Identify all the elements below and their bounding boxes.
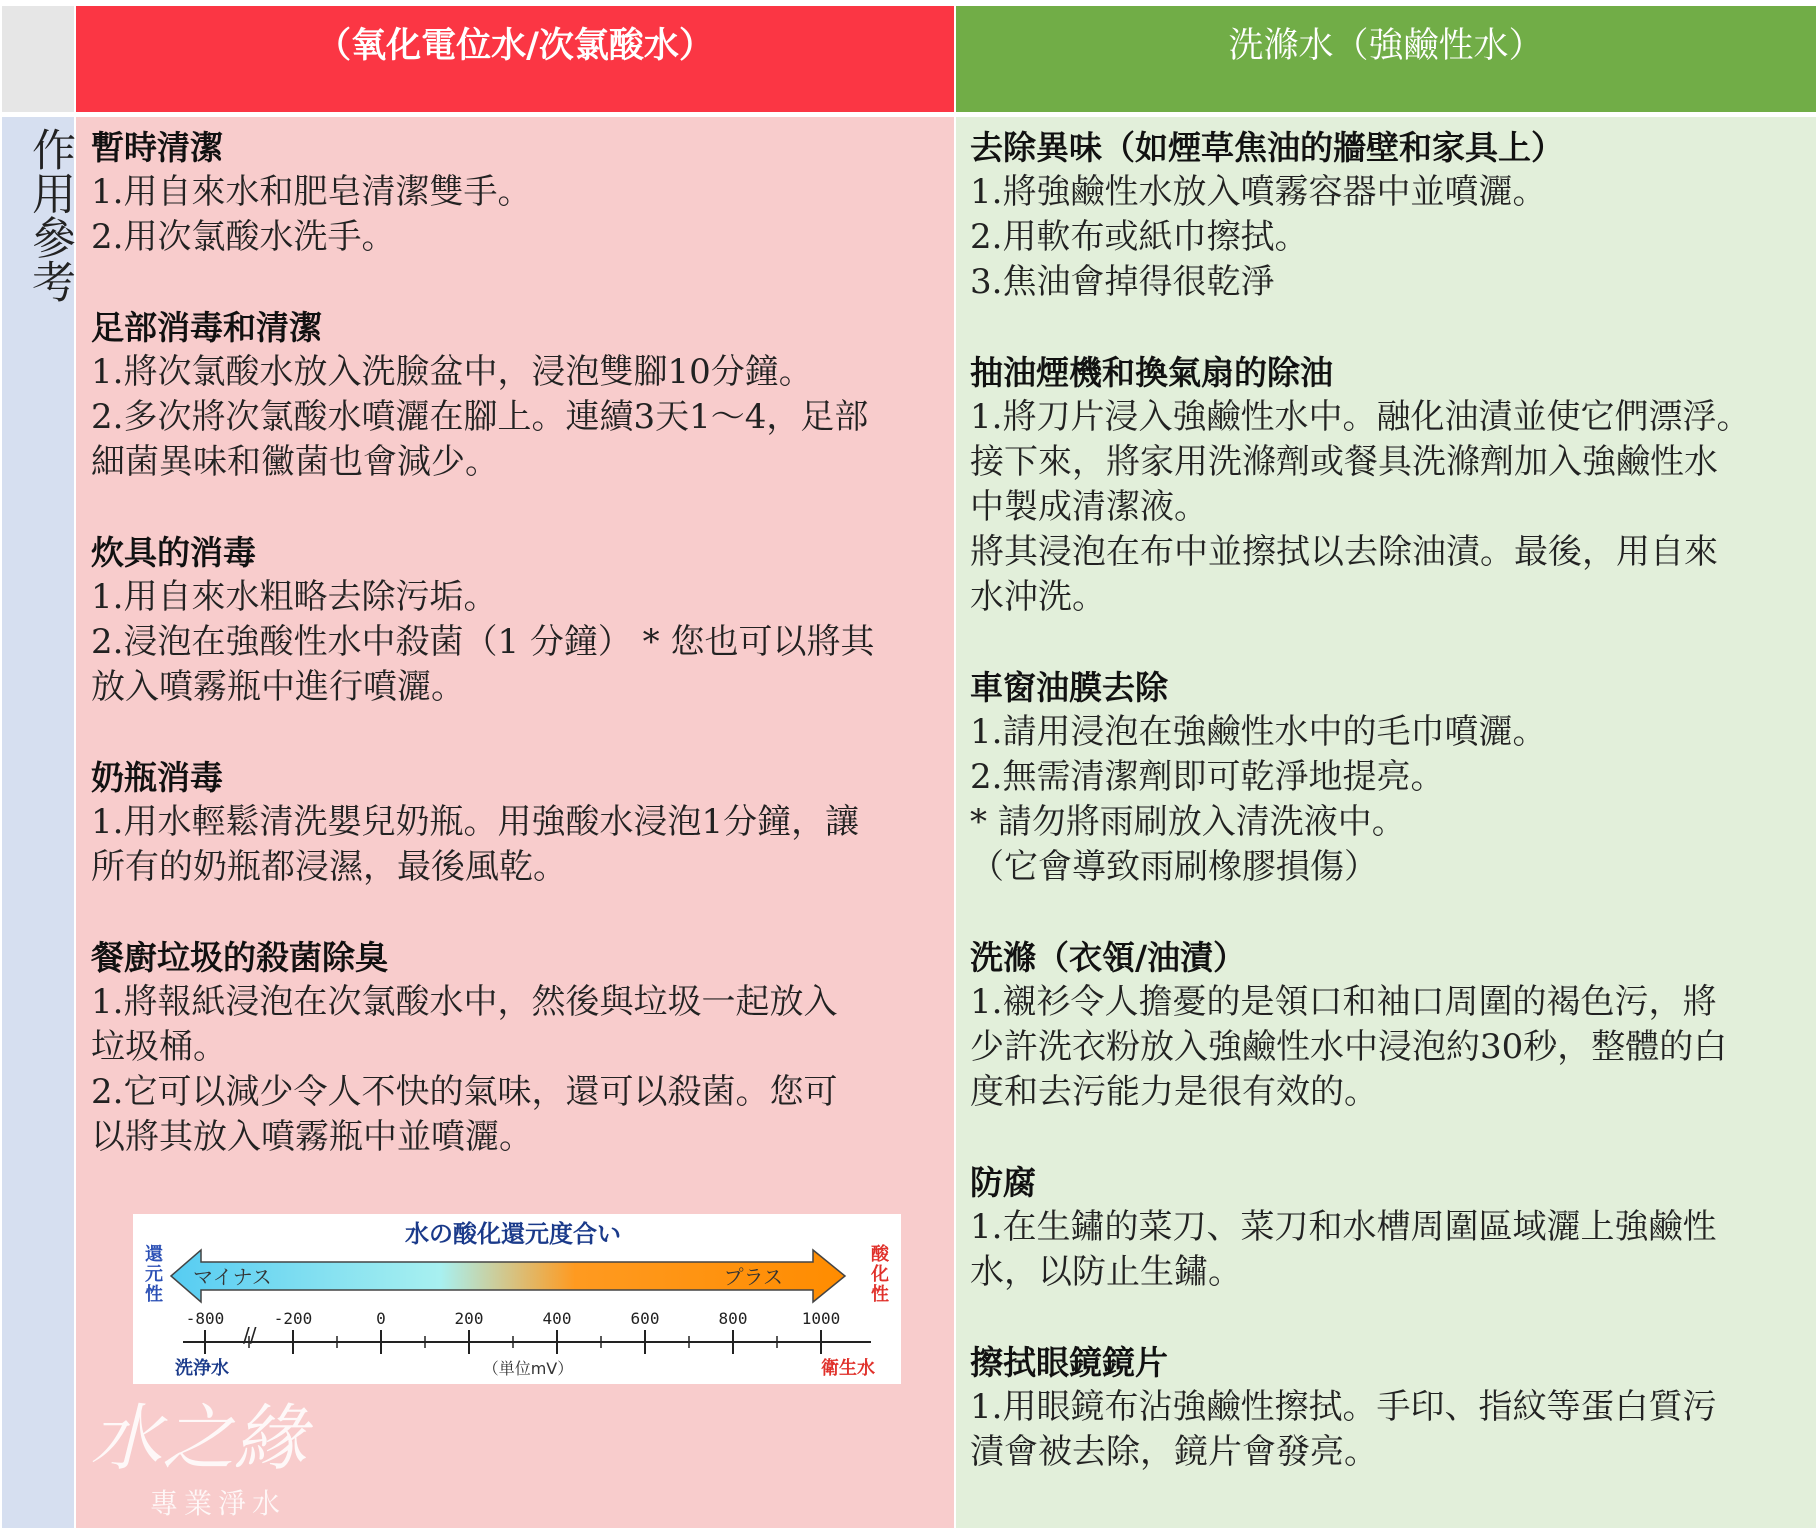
use-section-line: * 請勿將雨刷放入清洗液中。 xyxy=(970,802,1406,842)
use-section-line: 細菌異味和黴菌也會減少。 xyxy=(91,442,499,482)
use-section-title: 暫時清潔 xyxy=(91,128,223,167)
use-section-line: 3.焦油會掉得很乾淨 xyxy=(970,262,1275,302)
use-section-line: 水，以防止生鏽。 xyxy=(970,1252,1242,1292)
use-section-line: 漬會被去除，鏡片會發亮。 xyxy=(970,1432,1378,1472)
alkaline-water-uses-column xyxy=(956,117,1816,1528)
use-section xyxy=(970,665,1816,890)
use-section-line: 1.將強鹼性水放入噴霧容器中並噴灑。 xyxy=(970,172,1547,212)
orp-scale-title: 水の酸化還元度合い xyxy=(405,1220,621,1248)
use-section-line: 所有的奶瓶都浸濕，最後風乾。 xyxy=(91,847,567,887)
use-section-line: 1.用自來水和肥皂清潔雙手。 xyxy=(91,172,532,212)
scale-tick-label: 600 xyxy=(630,1309,660,1328)
reducing-label-char: 性 xyxy=(145,1284,163,1305)
axis-break-icon: // xyxy=(243,1323,257,1347)
use-section-line: 1.請用浸泡在強鹼性水中的毛巾噴灑。 xyxy=(970,712,1547,752)
oxidizing-label xyxy=(870,1243,895,1305)
side-label: 作用參考 xyxy=(24,127,75,303)
scale-tick-label: 400 xyxy=(542,1309,572,1328)
use-section-line: 1.用自來水粗略去除污垢。 xyxy=(91,577,498,617)
orp-scale-chart xyxy=(133,1214,901,1384)
use-section-line: 2.多次將次氯酸水噴灑在腳上。連續3天1～4，足部 xyxy=(91,397,869,437)
oxidizing-label-char: 酸 xyxy=(871,1244,889,1265)
use-section xyxy=(970,1340,1816,1475)
use-section-line: 2.無需清潔劑即可乾淨地提亮。 xyxy=(970,757,1445,797)
use-section-line: 中製成清潔液。 xyxy=(970,487,1208,527)
scale-tick-label: -200 xyxy=(273,1309,313,1328)
use-section xyxy=(970,350,1816,620)
use-section-line: 1.將報紙浸泡在次氯酸水中，然後與垃圾一起放入 xyxy=(91,982,838,1022)
use-section-title: 擦拭眼鏡鏡片 xyxy=(970,1343,1168,1382)
reducing-label-char: 元 xyxy=(145,1264,163,1285)
use-section-title: 洗滌（衣領/油漬） xyxy=(970,938,1247,977)
table-corner-cell xyxy=(2,6,74,112)
watermark-logo-text: 水之緣 xyxy=(90,1396,307,1480)
use-section xyxy=(91,755,954,890)
plus-label: プラス xyxy=(723,1265,783,1289)
header-alkaline-water-title: 洗滌水（強鹼性水） xyxy=(1228,26,1544,66)
scale-tick-label: -800 xyxy=(185,1309,225,1328)
use-section xyxy=(970,125,1816,305)
orp-scale-graphic xyxy=(133,1214,901,1384)
use-section-line: 2.浸泡在強酸性水中殺菌（1 分鐘） * 您也可以將其 xyxy=(91,622,875,662)
sanitary-water-label: 衛生水 xyxy=(821,1358,875,1379)
use-section-line: 2.用次氯酸水洗手。 xyxy=(91,217,396,257)
scale-tick-label: 0 xyxy=(376,1309,386,1328)
use-section-line: 放入噴霧瓶中進行噴灑。 xyxy=(91,667,465,707)
use-section-title: 車窗油膜去除 xyxy=(970,668,1168,707)
use-section-line: 接下來，將家用洗滌劑或餐具洗滌劑加入強鹼性水 xyxy=(970,442,1718,482)
use-section-title: 足部消毒和清潔 xyxy=(91,308,322,347)
watermark-sub-text: 專業淨水 xyxy=(150,1487,287,1520)
watermark-graphic xyxy=(90,1385,380,1525)
use-section-title: 炊具的消毒 xyxy=(91,533,256,572)
oxidizing-label-char: 性 xyxy=(871,1284,889,1305)
reducing-label-char: 還 xyxy=(145,1244,163,1265)
use-section-line: 少許洗衣粉放入強鹼性水中浸泡約30秒，整體的白 xyxy=(970,1027,1728,1067)
oxidizing-label-char: 化 xyxy=(871,1264,889,1285)
watermark-logo xyxy=(90,1385,380,1525)
use-section-line: 垃圾桶。 xyxy=(91,1027,227,1067)
use-section-line: 1.用水輕鬆清洗嬰兒奶瓶。用強酸水浸泡1分鐘，讓 xyxy=(91,802,860,842)
use-section-title: 去除異味（如煙草焦油的牆壁和家具上） xyxy=(970,128,1564,167)
reducing-label xyxy=(145,1244,169,1305)
use-section-line: 1.將刀片浸入強鹼性水中。融化油漬並使它們漂浮。 xyxy=(970,397,1751,437)
header-acidic-water-title: （氧化電位水/次氯酸水） xyxy=(316,26,714,66)
minus-label: マイナス xyxy=(193,1265,272,1289)
unit-label: （単位mV） xyxy=(482,1359,574,1378)
header-acidic-water xyxy=(76,6,954,112)
use-section-title: 餐廚垃圾的殺菌除臭 xyxy=(91,938,388,977)
use-section-line: 度和去污能力是很有效的。 xyxy=(970,1072,1378,1112)
scale-ticks xyxy=(186,1309,841,1354)
use-section xyxy=(970,1160,1816,1295)
use-section xyxy=(91,935,954,1160)
use-section-title: 奶瓶消毒 xyxy=(91,758,223,797)
use-section-line: 1.將次氯酸水放入洗臉盆中，浸泡雙腳10分鐘。 xyxy=(91,352,813,392)
scale-tick-label: 1000 xyxy=(801,1309,841,1328)
use-section-line: 水沖洗。 xyxy=(970,577,1106,617)
use-section-line: 2.用軟布或紙巾擦拭。 xyxy=(970,217,1309,257)
use-section xyxy=(91,305,954,485)
side-label-cell xyxy=(2,117,74,1528)
header-alkaline-water xyxy=(956,6,1816,112)
use-section xyxy=(970,935,1816,1115)
use-section xyxy=(91,125,954,260)
scale-tick-label: 200 xyxy=(454,1309,484,1328)
use-section xyxy=(91,530,954,710)
use-section-title: 抽油煙機和換氣扇的除油 xyxy=(970,353,1333,392)
use-section-line: 以將其放入噴霧瓶中並噴灑。 xyxy=(91,1117,533,1157)
cleaning-water-label: 洗浄水 xyxy=(175,1358,229,1379)
use-section-line: 將其浸泡在布中並擦拭以去除油漬。最後，用自來 xyxy=(970,532,1718,572)
use-section-line: 1.襯衫令人擔憂的是領口和袖口周圍的褐色污，將 xyxy=(970,982,1717,1022)
scale-tick-label: 800 xyxy=(718,1309,748,1328)
use-section-line: 2.它可以減少令人不快的氣味，還可以殺菌。您可 xyxy=(91,1072,838,1112)
use-section-line: 1.在生鏽的菜刀、菜刀和水槽周圍區域灑上強鹼性 xyxy=(970,1207,1717,1247)
use-section-title: 防腐 xyxy=(970,1163,1036,1202)
use-section-line: （它會導致雨刷橡膠損傷） xyxy=(970,847,1378,887)
use-section-line: 1.用眼鏡布沾強鹼性擦拭。手印、指紋等蛋白質污 xyxy=(970,1387,1717,1427)
